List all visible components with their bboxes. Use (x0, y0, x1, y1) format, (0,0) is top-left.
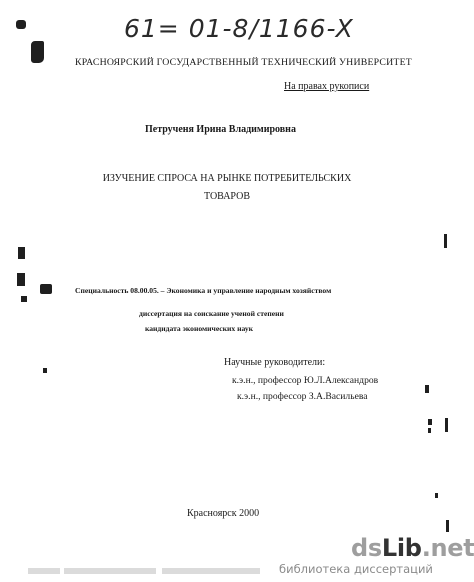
city-year: Красноярск 2000 (187, 508, 260, 519)
dissertation-line-1: диссертация на соискание ученой степени (139, 309, 284, 318)
scan-blot (40, 284, 52, 294)
scan-blot (18, 247, 25, 259)
scan-blot (446, 520, 449, 532)
scan-blot (43, 368, 47, 373)
scan-blot (21, 296, 27, 302)
specialty-line: Специальность 08.00.05. – Экономика и управление народным хозяйством (75, 286, 332, 295)
thesis-title: ИЗУЧЕНИЕ СПРОСА НА РЫНКЕ ПОТРЕБИТЕЛЬСКИХ ТОВАРОВ (102, 173, 352, 202)
watermark-logo-lib: Lib (381, 534, 422, 562)
watermark-logo[interactable] (351, 536, 474, 560)
watermark-blur (28, 568, 60, 574)
scan-blot (428, 419, 432, 425)
handwritten-note: 61= 01-8/1166-X (124, 14, 354, 43)
scan-blot (17, 273, 25, 286)
scan-blot (16, 20, 26, 29)
supervisor-1: к.э.н., профессор Ю.Л.Александров (232, 375, 379, 386)
watermark-subtitle: библиотека диссертаций (279, 562, 433, 576)
scan-blot (435, 493, 438, 498)
dissertation-line-2: кандидата экономических наук (145, 324, 254, 333)
watermark-logo-net: .net (421, 534, 474, 562)
scan-blot (425, 385, 429, 393)
scan-blot (428, 428, 431, 433)
watermark-blur (64, 568, 156, 574)
author-name: Петрученя Ирина Владимировна (145, 124, 296, 135)
university-name: КРАСНОЯРСКИЙ ГОСУДАРСТВЕННЫЙ ТЕХНИЧЕСКИЙ УНИВЕРСИТЕТ (75, 57, 412, 68)
scan-blot (445, 418, 448, 432)
scan-blot (444, 234, 447, 248)
supervisors-label: Научные руководители: (224, 357, 326, 368)
rights-notice: На правах рукописи (284, 81, 370, 92)
supervisor-2: к.э.н., профессор З.А.Васильева (237, 391, 368, 402)
watermark-blur (162, 568, 260, 574)
watermark-logo-ds: ds (351, 534, 382, 562)
scan-blot (31, 41, 44, 63)
